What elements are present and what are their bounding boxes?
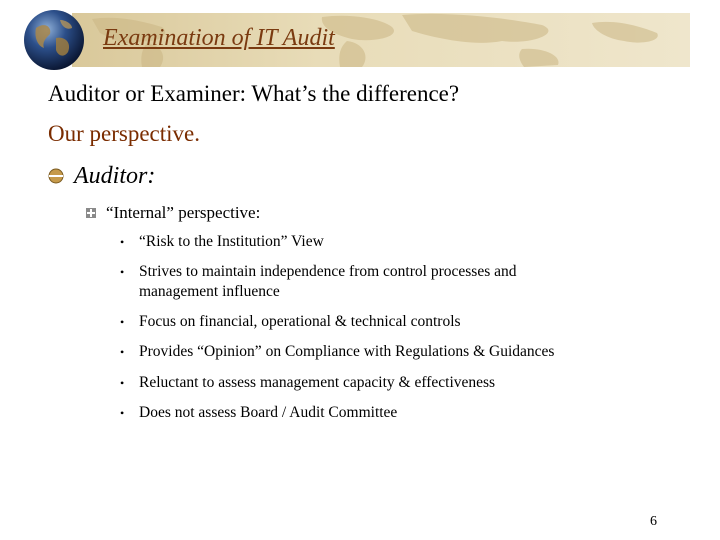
list-item [120, 342, 640, 362]
bullet-text: Does not assess Board / Audit Committee [139, 404, 398, 421]
page-number: 6 [650, 514, 657, 529]
level2-item [86, 203, 486, 225]
slide-heading: Auditor or Examiner: What’s the difference? [48, 81, 460, 106]
list-item [120, 373, 640, 393]
globe-icon [22, 8, 86, 72]
level2-label: “Internal” perspective: [106, 203, 261, 222]
list-item [120, 403, 640, 423]
level1-label: Auditor: [74, 163, 156, 189]
list-item [120, 232, 640, 252]
bullet-marker: • [120, 235, 125, 249]
list-item [120, 262, 640, 302]
slide-subheading: Our perspective. [48, 121, 200, 146]
bullet-marker: • [120, 265, 125, 279]
level1-item [48, 163, 448, 191]
list-item [120, 312, 640, 332]
slide-title: Examination of IT Audit [103, 25, 335, 51]
bullet-text: Provides “Opinion” on Compliance with Regulations & Guidances [139, 343, 555, 360]
bullet-text: “Risk to the Institution” View [139, 233, 324, 250]
bullet-marker: • [120, 406, 125, 420]
bullet-marker: • [120, 376, 125, 390]
half-circle-bullet-icon [48, 168, 64, 184]
bullet-text: Reluctant to assess management capacity & effectiveness [139, 374, 496, 391]
plus-square-bullet-icon [86, 208, 96, 218]
bullet-text: Strives to maintain independence from control processes and management influence [139, 263, 517, 300]
bullet-marker: • [120, 315, 125, 329]
bullet-marker: • [120, 345, 125, 359]
bullet-text: Focus on financial, operational & technical controls [139, 313, 461, 330]
